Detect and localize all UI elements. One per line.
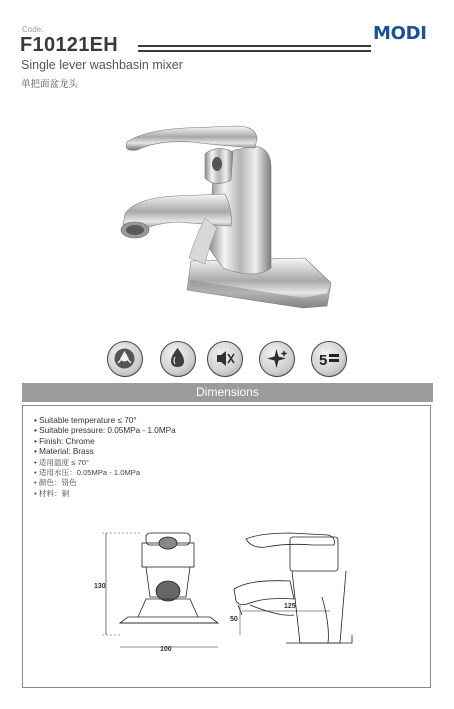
product-code: F10121EH [20,34,119,56]
spec-item-cn: • 材料：铜 [34,488,70,498]
faucet-photo [105,118,345,313]
product-name-en: Single lever washbasin mixer [21,58,183,72]
spout-height-dimension: 50 [230,616,238,623]
product-name-cn: 单把面盆龙头 [21,79,79,90]
spec-list [34,416,176,499]
five-year-warranty-icon [311,341,347,377]
shine-icon [259,341,295,377]
water-saving-drop-icon [160,341,196,377]
header-rule-top [138,45,371,47]
side-view-drawing [234,533,352,643]
front-view-drawing [102,533,218,647]
spec-item-cn: • 适用温度 ≤ 70° [34,457,90,467]
spec-item-cn: • 颜色：铬色 [34,478,77,488]
spec-item-cn: • 适用水压：0.05MPa - 1.0MPa [34,468,141,478]
code-label: Code: [22,25,44,34]
height-dimension: 130 [94,583,106,590]
section-title: Dimensions [22,383,433,402]
brand-logo: MODI [373,23,427,44]
spout-reach-dimension: 125 [284,603,296,610]
spec-item: • Suitable pressure: 0.05MPa - 1.0MPa [34,426,176,436]
spec-item: • Material: Brass [34,447,94,457]
spec-item: • Finish: Chrome [34,436,95,446]
svg-text:5: 5 [319,352,328,369]
noise-reduction-icon [207,341,243,377]
header-rule-bottom [138,50,371,52]
technical-drawing [90,525,360,660]
water-saving-icon [107,341,143,377]
width-dimension: 100 [160,646,172,653]
spec-item: • Suitable temperature ≤ 70° [34,416,137,425]
